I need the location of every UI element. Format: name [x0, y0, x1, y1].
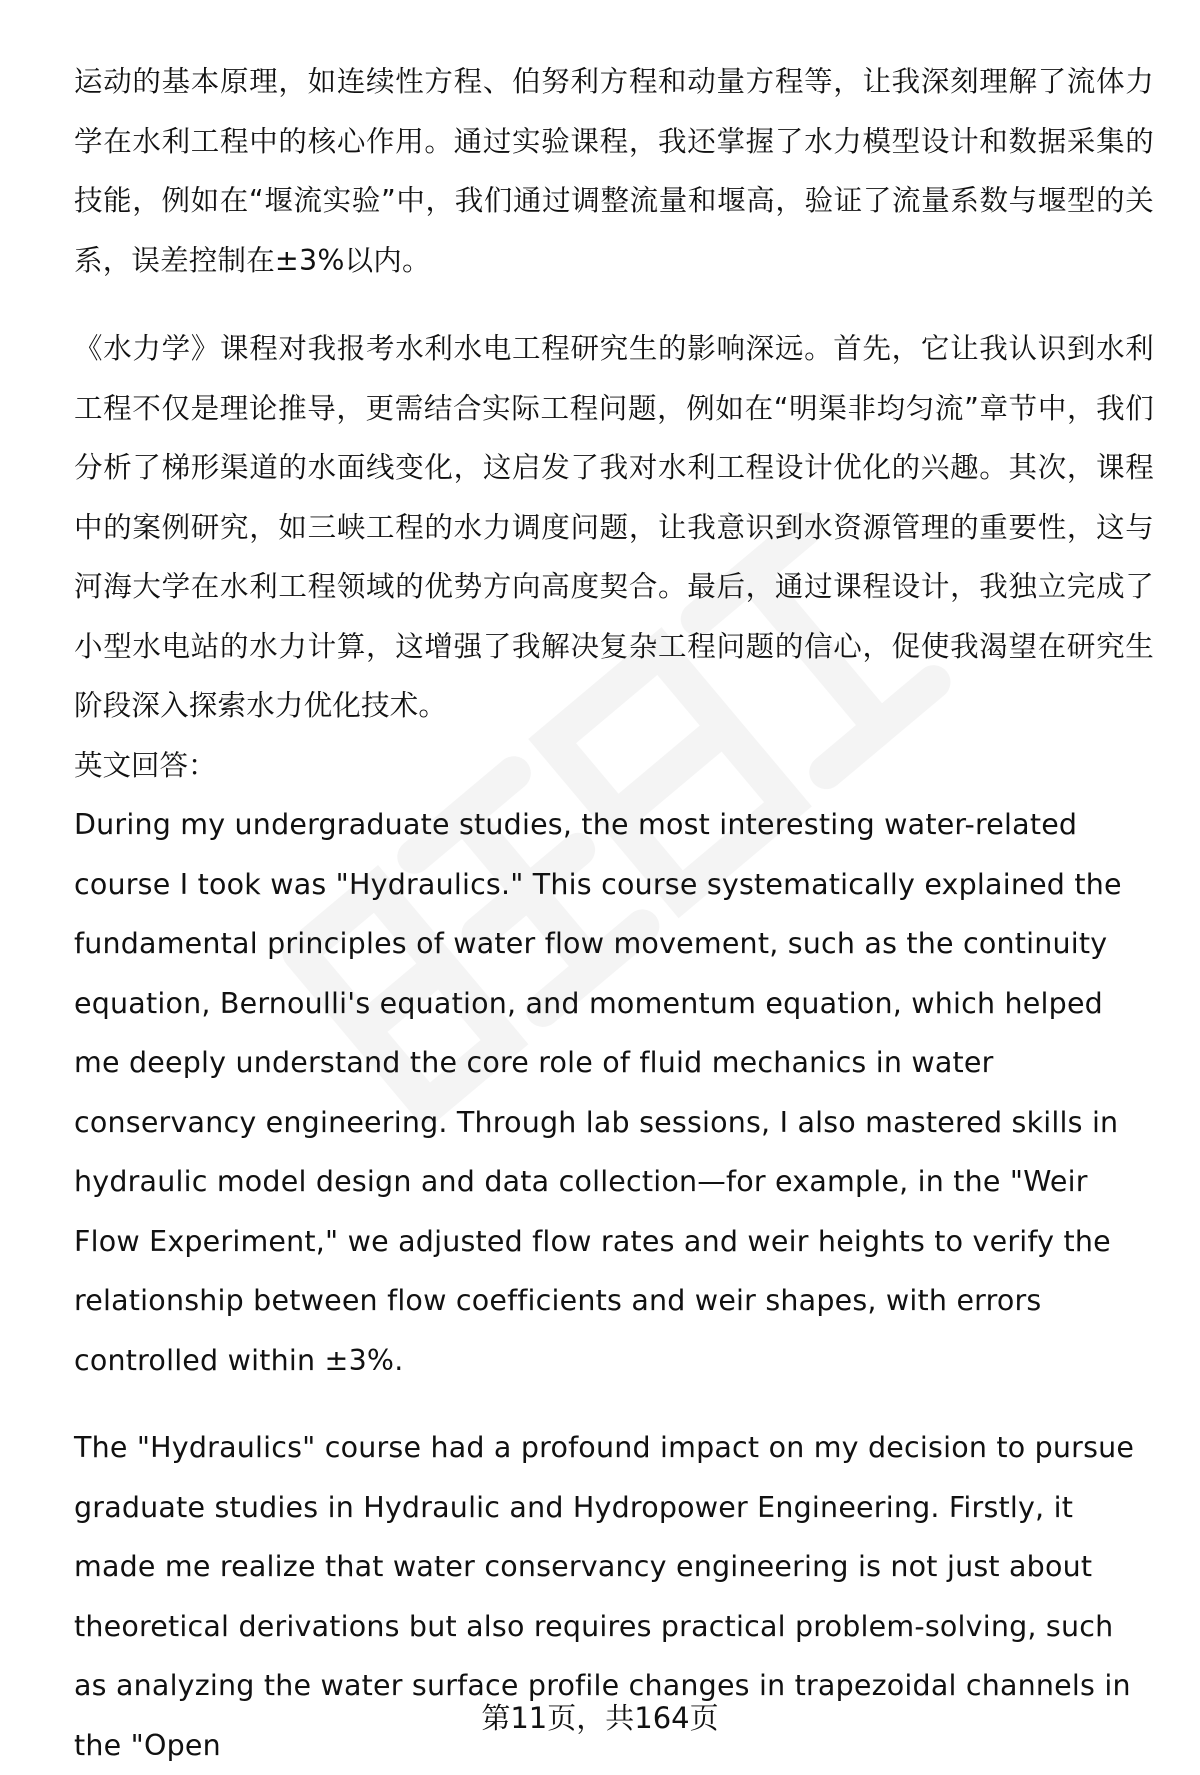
chinese-paragraph-1: 运动的基本原理，如连续性方程、伯努利方程和动量方程等，让我深刻理解了流体力学在水利工程中的核心作用。通过实验课程，我还掌握了水力模型设计和数据采集的技能，例如在“堰流实验”中，我们通过调整流量和堰高，验证了流量系数与堰型的关系，误差控制在±3%以内。 [74, 65, 1154, 277]
english-paragraph-1: During my undergraduate studies, the most interesting water-related course I took was "Hydraulics." This course systematically explained the fundamental principles of water flow movement, such as the continuity equation, Bernoulli's equation, and momentum equation, which helped me deeply understand the core role of fluid mechanics in water conservancy engineering. Through lab sessions, I also mastered skills in hydraulic model design and data collection—for example, in the "Weir Flow Experiment," we adjusted flow rates and weir heights to verify the relationship between flow coefficients and weir shapes, with errors controlled within ±3%. [74, 808, 1122, 1377]
english-paragraph-2: The "Hydraulics" course had a profound impact on my decision to pursue graduate studies in Hydraulic and Hydropower Engineering. Firstly, it made me realize that water conservancy engineering is not just about theoretical derivations but also requires practical problem-solving, such as analyzing the water surface profile changes in trapezoidal channels in the "Open [74, 1431, 1135, 1762]
chinese-paragraph-2: 《水力学》课程对我报考水利水电工程研究生的影响深远。首先，它让我认识到水利工程不仅是理论推导，更需结合实际工程问题，例如在“明渠非均匀流”章节中，我们分析了梯形渠道的水面线变化，这启发了我对水利工程设计优化的兴趣。其次，课程中的案例研究，如三峡工程的水力调度问题，让我意识到水资源管理的重要性，这与河海大学在水利工程领域的优势方向高度契合。最后，通过课程设计，我独立完成了小型水电站的水力计算，这增强了我解决复杂工程问题的信心，促使我渴望在研究生阶段深入探索水力优化技术。 [74, 332, 1154, 722]
page-number-footer: 第11页，共164页 [481, 1701, 719, 1735]
main-content [74, 52, 1154, 1775]
english-answer-label: 英文回答： [74, 748, 217, 782]
